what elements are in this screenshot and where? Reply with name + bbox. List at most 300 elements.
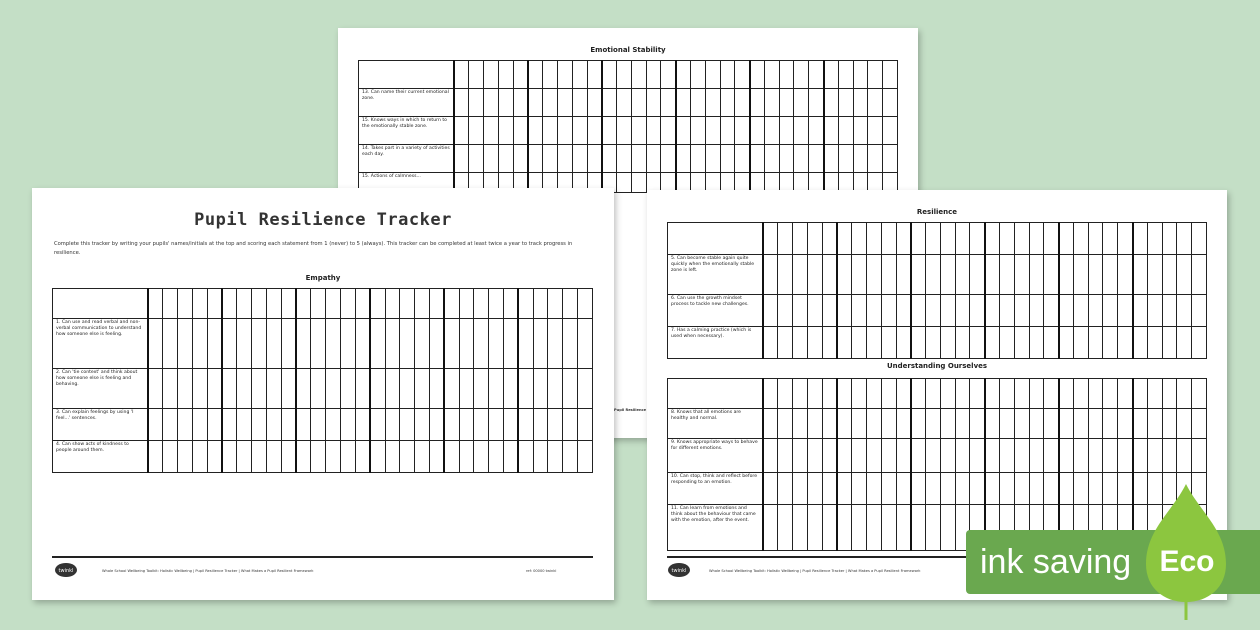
score-cell[interactable] [459,369,474,409]
score-cell[interactable] [563,441,578,473]
score-cell[interactable] [852,327,867,359]
score-cell[interactable] [778,409,793,439]
score-cell[interactable] [355,319,370,369]
score-cell[interactable] [548,441,563,473]
score-cell[interactable] [326,441,341,473]
score-cell[interactable] [617,145,632,173]
score-cell[interactable] [429,369,444,409]
score-cell[interactable] [661,61,676,89]
score-cell[interactable] [1059,295,1074,327]
score-cell[interactable] [498,117,513,145]
score-cell[interactable] [793,473,808,505]
score-cell[interactable] [970,295,985,327]
score-cell[interactable] [444,319,459,369]
score-cell[interactable] [311,289,326,319]
score-cell[interactable] [676,145,691,173]
score-cell[interactable] [881,223,896,255]
score-cell[interactable] [474,409,489,441]
score-cell[interactable] [1103,295,1118,327]
score-cell[interactable] [557,89,572,117]
score-cell[interactable] [1000,409,1015,439]
score-cell[interactable] [1147,327,1162,359]
score-cell[interactable] [1000,295,1015,327]
score-cell[interactable] [1000,473,1015,505]
score-cell[interactable] [1044,409,1059,439]
score-cell[interactable] [602,61,617,89]
score-cell[interactable] [148,289,163,319]
score-cell[interactable] [1133,223,1148,255]
score-cell[interactable] [883,145,898,173]
score-cell[interactable] [1177,255,1192,295]
score-cell[interactable] [1000,255,1015,295]
score-cell[interactable] [1147,409,1162,439]
score-cell[interactable] [691,117,706,145]
score-cell[interactable] [926,379,941,409]
score-cell[interactable] [1073,379,1088,409]
score-cell[interactable] [578,369,593,409]
score-cell[interactable] [661,117,676,145]
score-cell[interactable] [911,439,926,473]
score-cell[interactable] [970,473,985,505]
score-cell[interactable] [631,89,646,117]
score-cell[interactable] [296,289,311,319]
score-cell[interactable] [852,379,867,409]
score-cell[interactable] [222,289,237,319]
score-cell[interactable] [557,145,572,173]
score-cell[interactable] [513,145,528,173]
score-cell[interactable] [778,439,793,473]
score-cell[interactable] [763,439,778,473]
score-cell[interactable] [896,295,911,327]
score-cell[interactable] [163,319,178,369]
score-cell[interactable] [778,327,793,359]
score-cell[interactable] [955,439,970,473]
score-cell[interactable] [1192,439,1207,473]
score-cell[interactable] [911,473,926,505]
score-cell[interactable] [415,289,430,319]
score-cell[interactable] [837,379,852,409]
score-cell[interactable] [1014,223,1029,255]
score-cell[interactable] [1073,255,1088,295]
score-cell[interactable] [163,289,178,319]
score-cell[interactable] [237,369,252,409]
score-cell[interactable] [1192,327,1207,359]
score-cell[interactable] [896,505,911,551]
score-cell[interactable] [838,145,853,173]
score-cell[interactable] [1000,327,1015,359]
score-cell[interactable] [763,505,778,551]
score-cell[interactable] [940,409,955,439]
score-cell[interactable] [809,117,824,145]
score-cell[interactable] [1044,327,1059,359]
score-cell[interactable] [281,319,296,369]
score-cell[interactable] [237,441,252,473]
score-cell[interactable] [866,295,881,327]
score-cell[interactable] [578,409,593,441]
score-cell[interactable] [852,439,867,473]
score-cell[interactable] [504,319,519,369]
score-cell[interactable] [222,409,237,441]
score-cell[interactable] [881,505,896,551]
score-cell[interactable] [926,409,941,439]
score-cell[interactable] [866,439,881,473]
score-cell[interactable] [809,89,824,117]
score-cell[interactable] [896,439,911,473]
score-cell[interactable] [148,369,163,409]
score-cell[interactable] [474,369,489,409]
score-cell[interactable] [1059,223,1074,255]
score-cell[interactable] [837,473,852,505]
score-cell[interactable] [691,89,706,117]
score-cell[interactable] [1088,295,1103,327]
score-cell[interactable] [779,61,794,89]
score-cell[interactable] [705,117,720,145]
score-cell[interactable] [1014,295,1029,327]
score-cell[interactable] [676,117,691,145]
score-cell[interactable] [1162,295,1177,327]
score-cell[interactable] [985,295,1000,327]
score-cell[interactable] [985,439,1000,473]
score-cell[interactable] [1000,379,1015,409]
score-cell[interactable] [911,409,926,439]
score-cell[interactable] [326,289,341,319]
score-cell[interactable] [1118,473,1133,505]
score-cell[interactable] [822,295,837,327]
score-cell[interactable] [720,117,735,145]
score-cell[interactable] [778,473,793,505]
score-cell[interactable] [341,369,356,409]
score-cell[interactable] [896,327,911,359]
score-cell[interactable] [779,117,794,145]
score-cell[interactable] [400,441,415,473]
score-cell[interactable] [400,289,415,319]
score-cell[interactable] [1029,473,1044,505]
score-cell[interactable] [750,145,765,173]
score-cell[interactable] [222,369,237,409]
score-cell[interactable] [720,61,735,89]
score-cell[interactable] [587,61,602,89]
score-cell[interactable] [809,145,824,173]
score-cell[interactable] [1103,409,1118,439]
score-cell[interactable] [267,319,282,369]
score-cell[interactable] [646,61,661,89]
score-cell[interactable] [355,289,370,319]
score-cell[interactable] [807,473,822,505]
score-cell[interactable] [178,289,193,319]
score-cell[interactable] [281,441,296,473]
score-cell[interactable] [513,89,528,117]
score-cell[interactable] [868,145,883,173]
score-cell[interactable] [807,505,822,551]
score-cell[interactable] [1103,327,1118,359]
score-cell[interactable] [985,379,1000,409]
score-cell[interactable] [852,505,867,551]
score-cell[interactable] [533,369,548,409]
score-cell[interactable] [763,223,778,255]
score-cell[interactable] [763,409,778,439]
score-cell[interactable] [837,295,852,327]
score-cell[interactable] [178,441,193,473]
score-cell[interactable] [778,223,793,255]
score-cell[interactable] [852,473,867,505]
score-cell[interactable] [474,289,489,319]
score-cell[interactable] [1014,439,1029,473]
score-cell[interactable] [1029,223,1044,255]
score-cell[interactable] [1118,223,1133,255]
score-cell[interactable] [498,145,513,173]
score-cell[interactable] [1059,255,1074,295]
score-cell[interactable] [178,369,193,409]
score-cell[interactable] [763,327,778,359]
score-cell[interactable] [896,255,911,295]
score-cell[interactable] [837,505,852,551]
score-cell[interactable] [311,319,326,369]
score-cell[interactable] [237,409,252,441]
score-cell[interactable] [429,289,444,319]
score-cell[interactable] [563,369,578,409]
score-cell[interactable] [400,409,415,441]
score-cell[interactable] [543,117,558,145]
score-cell[interactable] [543,145,558,173]
score-cell[interactable] [1177,379,1192,409]
score-cell[interactable] [1103,439,1118,473]
score-cell[interactable] [415,409,430,441]
score-cell[interactable] [926,255,941,295]
score-cell[interactable] [955,327,970,359]
score-cell[interactable] [484,117,499,145]
score-cell[interactable] [572,145,587,173]
score-cell[interactable] [1133,255,1148,295]
score-cell[interactable] [1088,409,1103,439]
score-cell[interactable] [267,289,282,319]
score-cell[interactable] [518,409,533,441]
score-cell[interactable] [518,319,533,369]
score-cell[interactable] [911,327,926,359]
score-cell[interactable] [415,369,430,409]
score-cell[interactable] [370,319,385,369]
score-cell[interactable] [178,319,193,369]
score-cell[interactable] [807,379,822,409]
score-cell[interactable] [955,295,970,327]
score-cell[interactable] [192,409,207,441]
score-cell[interactable] [587,89,602,117]
score-cell[interactable] [459,319,474,369]
score-cell[interactable] [763,295,778,327]
score-cell[interactable] [764,117,779,145]
score-cell[interactable] [1192,223,1207,255]
score-cell[interactable] [838,89,853,117]
score-cell[interactable] [883,61,898,89]
score-cell[interactable] [881,409,896,439]
score-cell[interactable] [602,117,617,145]
score-cell[interactable] [1103,223,1118,255]
score-cell[interactable] [794,89,809,117]
score-cell[interactable] [1014,379,1029,409]
score-cell[interactable] [1177,295,1192,327]
score-cell[interactable] [881,473,896,505]
score-cell[interactable] [504,369,519,409]
score-cell[interactable] [1118,379,1133,409]
score-cell[interactable] [341,409,356,441]
score-cell[interactable] [163,441,178,473]
score-cell[interactable] [955,379,970,409]
score-cell[interactable] [853,145,868,173]
score-cell[interactable] [793,439,808,473]
score-cell[interactable] [750,61,765,89]
score-cell[interactable] [459,409,474,441]
score-cell[interactable] [926,223,941,255]
score-cell[interactable] [955,409,970,439]
score-cell[interactable] [1029,295,1044,327]
score-cell[interactable] [631,145,646,173]
score-cell[interactable] [617,89,632,117]
score-cell[interactable] [985,327,1000,359]
score-cell[interactable] [793,379,808,409]
score-cell[interactable] [883,89,898,117]
score-cell[interactable] [631,117,646,145]
score-cell[interactable] [454,117,469,145]
score-cell[interactable] [459,441,474,473]
score-cell[interactable] [794,61,809,89]
score-cell[interactable] [822,379,837,409]
score-cell[interactable] [587,145,602,173]
score-cell[interactable] [646,145,661,173]
score-cell[interactable] [1133,327,1148,359]
score-cell[interactable] [252,369,267,409]
score-cell[interactable] [557,117,572,145]
score-cell[interactable] [1192,379,1207,409]
score-cell[interactable] [1147,255,1162,295]
score-cell[interactable] [691,61,706,89]
score-cell[interactable] [763,379,778,409]
score-cell[interactable] [720,145,735,173]
score-cell[interactable] [513,117,528,145]
score-cell[interactable] [866,473,881,505]
score-cell[interactable] [735,61,750,89]
score-cell[interactable] [940,379,955,409]
score-cell[interactable] [1044,295,1059,327]
score-cell[interactable] [415,441,430,473]
score-cell[interactable] [970,379,985,409]
score-cell[interactable] [970,223,985,255]
score-cell[interactable] [1059,409,1074,439]
score-cell[interactable] [985,473,1000,505]
score-cell[interactable] [1073,439,1088,473]
score-cell[interactable] [489,369,504,409]
score-cell[interactable] [504,409,519,441]
score-cell[interactable] [852,409,867,439]
score-cell[interactable] [326,369,341,409]
score-cell[interactable] [385,369,400,409]
score-cell[interactable] [837,223,852,255]
score-cell[interactable] [148,319,163,369]
score-cell[interactable] [1177,223,1192,255]
score-cell[interactable] [587,117,602,145]
score-cell[interactable] [355,369,370,409]
score-cell[interactable] [602,89,617,117]
score-cell[interactable] [222,319,237,369]
score-cell[interactable] [1088,223,1103,255]
score-cell[interactable] [940,327,955,359]
score-cell[interactable] [222,441,237,473]
score-cell[interactable] [896,223,911,255]
score-cell[interactable] [926,505,941,551]
score-cell[interactable] [866,409,881,439]
score-cell[interactable] [489,441,504,473]
score-cell[interactable] [454,89,469,117]
score-cell[interactable] [474,319,489,369]
score-cell[interactable] [809,61,824,89]
score-cell[interactable] [837,439,852,473]
score-cell[interactable] [518,289,533,319]
score-cell[interactable] [807,409,822,439]
score-cell[interactable] [1029,327,1044,359]
score-cell[interactable] [355,441,370,473]
score-cell[interactable] [1088,327,1103,359]
score-cell[interactable] [1014,409,1029,439]
score-cell[interactable] [548,409,563,441]
score-cell[interactable] [1133,379,1148,409]
score-cell[interactable] [498,61,513,89]
score-cell[interactable] [822,409,837,439]
score-cell[interactable] [764,61,779,89]
score-cell[interactable] [1029,409,1044,439]
score-cell[interactable] [1044,255,1059,295]
score-cell[interactable] [528,145,543,173]
score-cell[interactable] [866,505,881,551]
score-cell[interactable] [385,409,400,441]
score-cell[interactable] [940,295,955,327]
score-cell[interactable] [1177,327,1192,359]
score-cell[interactable] [563,289,578,319]
score-cell[interactable] [1073,223,1088,255]
score-cell[interactable] [1133,409,1148,439]
score-cell[interactable] [661,89,676,117]
score-cell[interactable] [311,409,326,441]
score-cell[interactable] [926,295,941,327]
score-cell[interactable] [548,369,563,409]
score-cell[interactable] [735,89,750,117]
score-cell[interactable] [1147,379,1162,409]
score-cell[interactable] [578,289,593,319]
score-cell[interactable] [735,145,750,173]
score-cell[interactable] [281,409,296,441]
score-cell[interactable] [807,223,822,255]
score-cell[interactable] [911,295,926,327]
score-cell[interactable] [807,255,822,295]
score-cell[interactable] [444,409,459,441]
score-cell[interactable] [853,117,868,145]
score-cell[interactable] [207,441,222,473]
score-cell[interactable] [385,289,400,319]
score-cell[interactable] [691,145,706,173]
score-cell[interactable] [192,369,207,409]
score-cell[interactable] [1044,439,1059,473]
score-cell[interactable] [778,505,793,551]
score-cell[interactable] [779,145,794,173]
score-cell[interactable] [794,145,809,173]
score-cell[interactable] [940,223,955,255]
score-cell[interactable] [911,505,926,551]
score-cell[interactable] [513,61,528,89]
score-cell[interactable] [793,409,808,439]
score-cell[interactable] [1029,255,1044,295]
score-cell[interactable] [1118,295,1133,327]
score-cell[interactable] [955,223,970,255]
score-cell[interactable] [705,145,720,173]
score-cell[interactable] [881,327,896,359]
score-cell[interactable] [296,409,311,441]
